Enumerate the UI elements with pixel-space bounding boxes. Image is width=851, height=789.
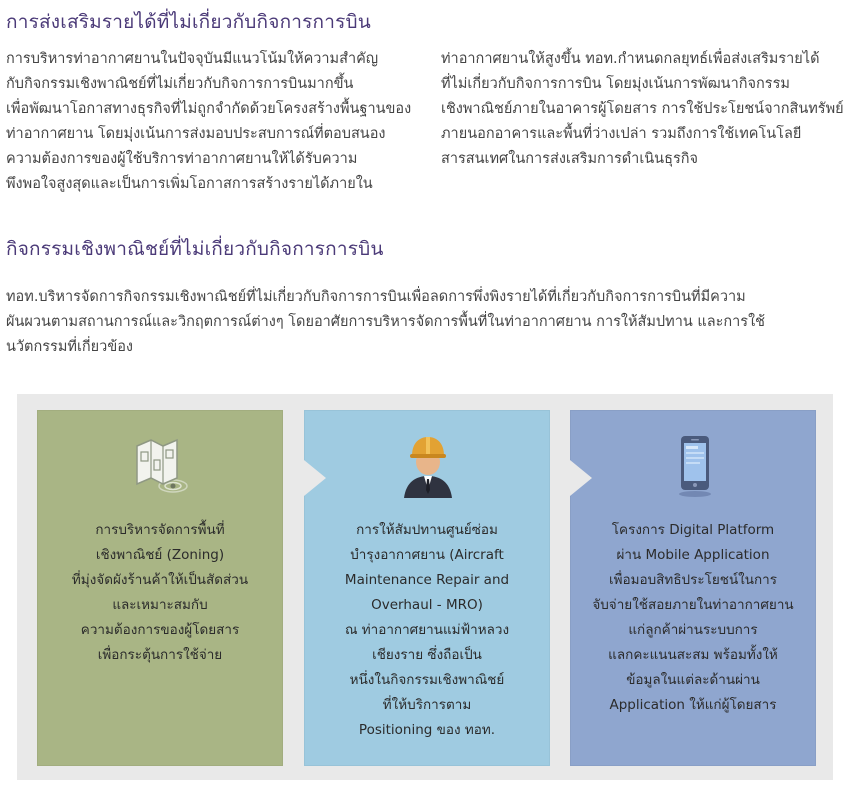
card-arrow bbox=[304, 460, 326, 496]
activities-panel bbox=[17, 394, 833, 780]
paragraph-line: กับกิจกรรมเชิงพาณิชย์ที่ไม่เกี่ยวกับกิจการการบินมากขึ้น bbox=[6, 76, 354, 92]
card-digital-platform bbox=[570, 410, 816, 766]
card-line: การบริหารจัดการพื้นที่ bbox=[95, 522, 225, 538]
card-line: ข้อมูลในแต่ละด้านผ่าน bbox=[626, 672, 760, 688]
paragraph-line: ท่าอากาศยานให้สูงขึ้น ทอท.กำหนดกลยุทธ์เพื่อส่งเสริมรายได้ bbox=[441, 51, 820, 67]
card-line: และเหมาะสมกับ bbox=[112, 597, 208, 613]
card-line: เพื่อมอบสิทธิประโยชน์ในการ bbox=[608, 572, 778, 588]
card-line: แลกคะแนนสะสม พร้อมทั้งให้ bbox=[608, 647, 778, 663]
paragraph-line: สารสนเทศในการส่งเสริมการดำเนินธุรกิจ bbox=[441, 151, 699, 167]
card-line: ณ ท่าอากาศยานแม่ฟ้าหลวง bbox=[344, 622, 510, 638]
intro-paragraph-left bbox=[6, 47, 410, 197]
card-line: เชิงพาณิชย์ (Zoning) bbox=[95, 547, 225, 563]
paragraph-line: ผันผวนตามสถานการณ์และวิกฤตการณ์ต่างๆ โดยอาศัยการบริหารจัดการพื้นที่ในท่าอากาศยาน การให้สัมปทาน และการใช้ bbox=[6, 314, 766, 330]
card-line: ความต้องการของผู้โดยสาร bbox=[80, 622, 240, 638]
card-text bbox=[37, 518, 283, 668]
engineer-icon bbox=[398, 432, 458, 498]
card-line: Application ให้แก่ผู้โดยสาร bbox=[609, 697, 777, 713]
card-line: แก่ลูกค้าผ่านระบบการ bbox=[628, 622, 758, 638]
card-text bbox=[570, 518, 816, 718]
card-arrow bbox=[570, 460, 592, 496]
intro-paragraph-right bbox=[441, 47, 845, 172]
card-mro bbox=[304, 410, 550, 766]
card-line: โครงการ Digital Platform bbox=[611, 522, 775, 538]
card-line: เพื่อกระตุ้นการใช้จ่าย bbox=[97, 647, 223, 663]
card-line: Positioning ของ ทอท. bbox=[358, 722, 496, 738]
section-title-commercial-activities: กิจกรรมเชิงพาณิชย์ที่ไม่เกี่ยวกับกิจการการบิน bbox=[6, 238, 384, 260]
card-line: จับจ่ายใช้สอยภายในท่าอากาศยาน bbox=[592, 597, 794, 613]
card-line: ที่มุ่งจัดผังร้านค้าให้เป็นสัดส่วน bbox=[71, 572, 249, 588]
paragraph-line: ที่ไม่เกี่ยวกับกิจการการบิน โดยมุ่งเน้นการพัฒนากิจกรรม bbox=[441, 76, 790, 92]
card-line: Overhaul - MRO) bbox=[371, 597, 483, 613]
paragraph-line: ความต้องการของผู้ใช้บริการท่าอากาศยานให้ได้รับความ bbox=[6, 151, 358, 167]
card-line: การให้สัมปทานศูนย์ซ่อม bbox=[356, 522, 498, 538]
paragraph-line: ท่าอากาศยาน โดยมุ่งเน้นการส่งมอบประสบการณ์ที่ตอบสนอง bbox=[6, 126, 386, 142]
card-line: หนึ่งในกิจกรรมเชิงพาณิชย์ bbox=[349, 672, 505, 688]
card-line: ที่ให้บริการตาม bbox=[382, 697, 472, 713]
paragraph-line: นวัตกรรมที่เกี่ยวข้อง bbox=[6, 339, 134, 355]
paragraph-line: เชิงพาณิชย์ภายในอาคารผู้โดยสาร การใช้ประโยชน์จากสินทรัพย์ bbox=[441, 101, 844, 117]
paragraph-line: ทอท.บริหารจัดการกิจกรรมเชิงพาณิชย์ที่ไม่เกี่ยวกับกิจการการบินเพื่อลดการพึ่งพิงรายได้ที่เกี่ยวกับกิจการการบินที่มีความ bbox=[6, 289, 746, 305]
paragraph-line: พึงพอใจสูงสุดและเป็นการเพิ่มโอกาสการสร้างรายได้ภายใน bbox=[6, 176, 373, 192]
section-title-non-aero-revenue: การส่งเสริมรายได้ที่ไม่เกี่ยวกับกิจการการบิน bbox=[6, 11, 371, 33]
paragraph-line: เพื่อพัฒนาโอกาสทางธุรกิจที่ไม่ถูกจำกัดด้วยโครงสร้างพื้นฐานของ bbox=[6, 101, 412, 117]
card-text bbox=[304, 518, 550, 743]
paragraph-line: ภายนอกอาคารและพื้นที่ว่างเปล่า รวมถึงการใช้เทคโนโลยี bbox=[441, 126, 802, 142]
smartphone-icon bbox=[673, 432, 717, 498]
card-line: ผ่าน Mobile Application bbox=[616, 547, 770, 563]
card-line: Maintenance Repair and bbox=[344, 572, 510, 588]
map-icon bbox=[133, 436, 191, 498]
paragraph-line: การบริหารท่าอากาศยานในปัจจุบันมีแนวโน้มให้ความสำคัญ bbox=[6, 51, 379, 67]
card-line: เชียงราย ซึ่งถือเป็น bbox=[372, 647, 482, 663]
card-line: บำรุงอากาศยาน (Aircraft bbox=[350, 547, 504, 563]
commercial-paragraph bbox=[6, 285, 846, 360]
card-zoning bbox=[37, 410, 283, 766]
